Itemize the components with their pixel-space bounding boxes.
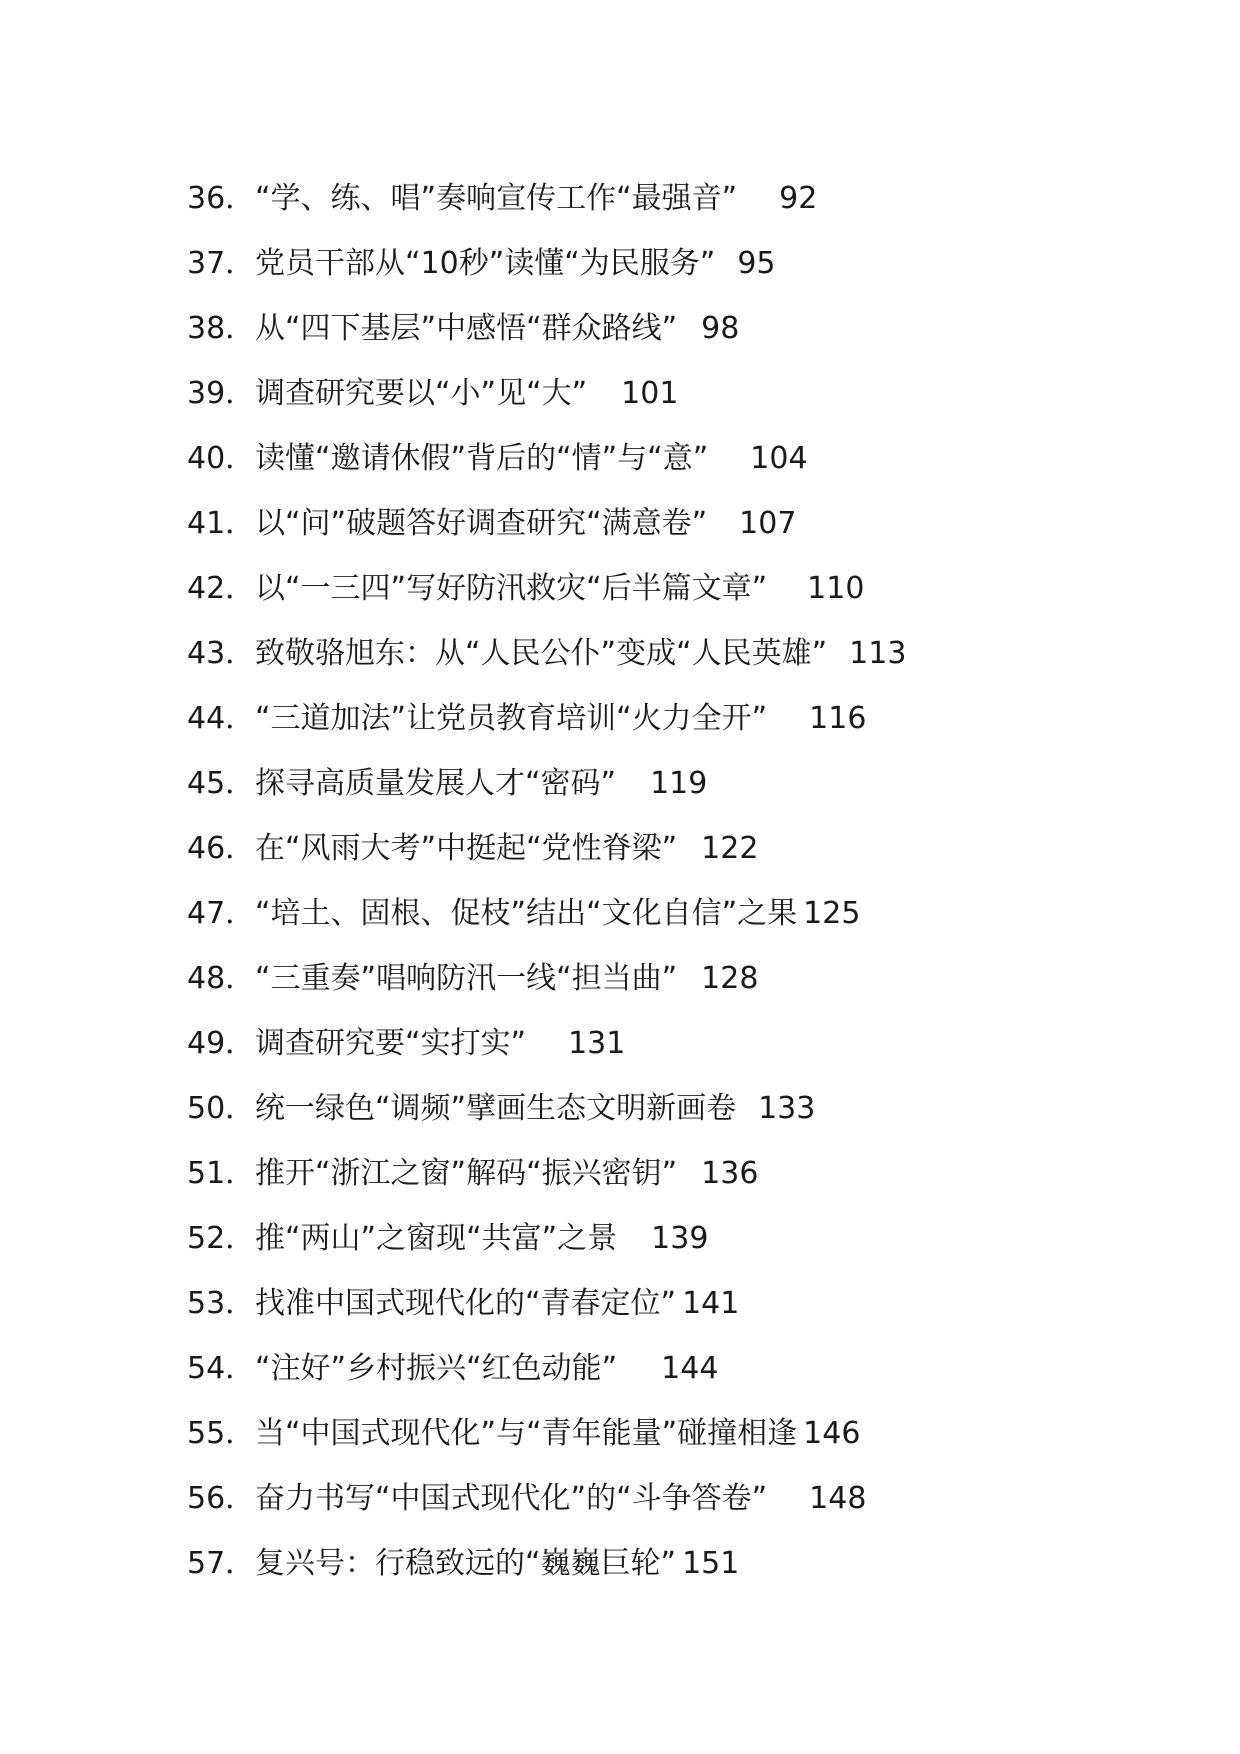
toc-entry: [187, 1076, 1147, 1141]
toc-entry-number: 52．: [187, 1221, 256, 1256]
toc-entry-number: 36．: [187, 181, 256, 216]
toc-entry: [187, 1271, 1147, 1336]
toc-entry-number: 41．: [187, 506, 256, 541]
table-of-contents: [187, 166, 1147, 1596]
toc-entry-title: 统一绿色“调频”擘画生态文明新画卷: [255, 1091, 737, 1126]
toc-entry-page: 113: [849, 636, 907, 671]
toc-entry-page: 136: [701, 1156, 759, 1191]
toc-entry-number: 56．: [187, 1481, 256, 1516]
toc-entry-number: 50．: [187, 1091, 256, 1126]
toc-entry-page: 119: [650, 766, 708, 801]
toc-entry-page: 104: [750, 441, 808, 476]
toc-entry-page: 101: [621, 376, 679, 411]
toc-entry-title: 以“一三四”写好防汛救灾“后半篇文章”: [255, 571, 768, 606]
toc-entry: [187, 491, 1147, 556]
toc-entry-page: 141: [682, 1286, 740, 1321]
toc-entry-title: 以“问”破题答好调查研究“满意卷”: [255, 506, 708, 541]
toc-entry: [187, 556, 1147, 621]
toc-entry-title: “学、练、唱”奏响宣传工作“最强音”: [255, 181, 738, 216]
toc-entry-title: 党员干部从“10秒”读懂“为民服务”: [255, 246, 716, 281]
toc-entry-page: 110: [807, 571, 865, 606]
toc-entry-page: 98: [701, 311, 740, 346]
toc-entry-number: 55．: [187, 1416, 256, 1451]
toc-entry-number: 38．: [187, 311, 256, 346]
toc-entry-number: 42．: [187, 571, 256, 606]
toc-entry-title: 调查研究要以“小”见“大”: [255, 376, 588, 411]
toc-entry: [187, 1206, 1147, 1271]
toc-entry-page: 116: [809, 701, 867, 736]
toc-entry-page: 131: [568, 1026, 626, 1061]
toc-entry: [187, 1466, 1147, 1531]
toc-entry-title: “注好”乡村振兴“红色动能”: [255, 1351, 618, 1386]
toc-entry-number: 46．: [187, 831, 256, 866]
toc-entry-number: 49．: [187, 1026, 256, 1061]
toc-entry-title: 致敬骆旭东：从“人民公仆”变成“人民英雄”: [255, 636, 828, 671]
toc-entry: [187, 621, 1147, 686]
toc-entry: [187, 1141, 1147, 1206]
toc-entry: [187, 881, 1147, 946]
toc-entry-page: 144: [661, 1351, 719, 1386]
toc-entry-title: 推开“浙江之窗”解码“振兴密钥”: [255, 1156, 678, 1191]
toc-entry: [187, 946, 1147, 1011]
toc-entry-number: 48．: [187, 961, 256, 996]
toc-entry-number: 43．: [187, 636, 256, 671]
toc-entry-page: 122: [701, 831, 759, 866]
toc-entry-title: “三重奏”唱响防汛一线“担当曲”: [255, 961, 678, 996]
toc-entry-number: 45．: [187, 766, 256, 801]
toc-entry-page: 133: [758, 1091, 816, 1126]
toc-entry-title: 探寻高质量发展人才“密码”: [255, 766, 617, 801]
toc-entry-title: 当“中国式现代化”与“青年能量”碰撞相逢: [255, 1416, 798, 1451]
toc-entry-title: “三道加法”让党员教育培训“火力全开”: [255, 701, 768, 736]
toc-entry-title: “培土、固根、促枝”结出“文化自信”之果: [255, 896, 798, 931]
toc-entry-number: 47．: [187, 896, 256, 931]
toc-entry: [187, 816, 1147, 881]
toc-entry: [187, 1531, 1147, 1596]
toc-entry-title: 从“四下基层”中感悟“群众路线”: [255, 311, 678, 346]
toc-entry-number: 39．: [187, 376, 256, 411]
toc-entry-page: 146: [803, 1416, 861, 1451]
toc-entry-number: 54．: [187, 1351, 256, 1386]
toc-entry: [187, 361, 1147, 426]
toc-entry: [187, 296, 1147, 361]
toc-entry-page: 128: [701, 961, 759, 996]
toc-entry-page: 148: [809, 1481, 867, 1516]
toc-entry-page: 92: [779, 181, 818, 216]
toc-entry: [187, 426, 1147, 491]
toc-entry-number: 57．: [187, 1546, 256, 1581]
toc-entry-title: 找准中国式现代化的“青春定位”: [255, 1286, 677, 1321]
toc-entry: [187, 1336, 1147, 1401]
toc-entry-number: 53．: [187, 1286, 256, 1321]
toc-entry-page: 139: [651, 1221, 709, 1256]
toc-entry: [187, 686, 1147, 751]
toc-entry-number: 51．: [187, 1156, 256, 1191]
toc-entry: [187, 751, 1147, 816]
toc-entry-title: 推“两山”之窗现“共富”之景: [255, 1221, 618, 1256]
toc-entry-page: 107: [739, 506, 797, 541]
toc-entry-title: 读懂“邀请休假”背后的“情”与“意”: [255, 441, 709, 476]
toc-entry-number: 44．: [187, 701, 256, 736]
toc-entry: [187, 231, 1147, 296]
toc-entry-page: 125: [803, 896, 861, 931]
toc-entry: [187, 166, 1147, 231]
toc-entry-title: 在“风雨大考”中挺起“党性脊梁”: [255, 831, 678, 866]
toc-entry: [187, 1401, 1147, 1466]
toc-entry-page: 95: [737, 246, 776, 281]
toc-entry-number: 37．: [187, 246, 256, 281]
toc-entry-title: 奋力书写“中国式现代化”的“斗争答卷”: [255, 1481, 768, 1516]
toc-entry-title: 复兴号：行稳致远的“巍巍巨轮”: [255, 1546, 677, 1581]
toc-entry-title: 调查研究要“实打实”: [255, 1026, 527, 1061]
toc-entry: [187, 1011, 1147, 1076]
toc-entry-page: 151: [682, 1546, 740, 1581]
toc-entry-number: 40．: [187, 441, 256, 476]
